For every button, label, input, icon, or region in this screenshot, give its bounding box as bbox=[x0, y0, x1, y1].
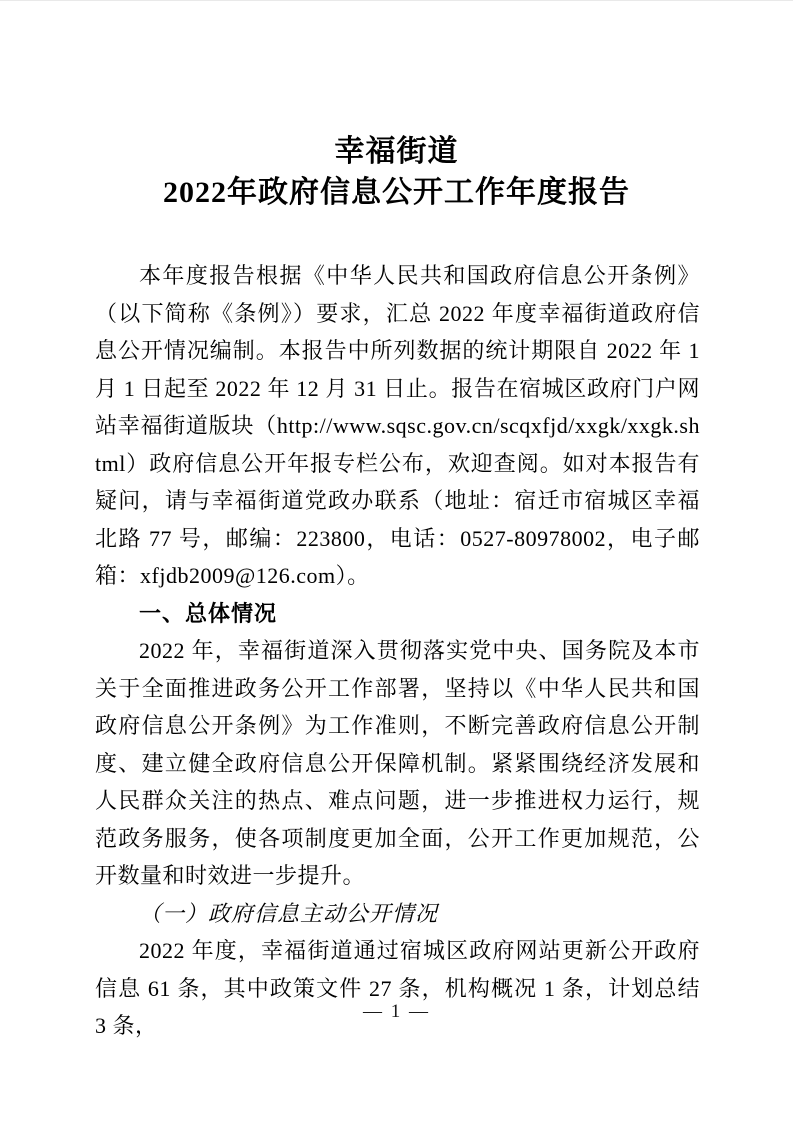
subsection-1-1-paragraph: 2022 年度，幸福街道通过宿城区政府网站更新公开政府信息 61 条，其中政策文件 27 条，机构概况 1 条，计划总结 3 条， bbox=[95, 938, 700, 1038]
document-title-line2: 2022年政府信息公开工作年度报告 bbox=[163, 176, 630, 209]
section-1-heading: 一、总体情况 bbox=[139, 600, 278, 626]
intro-paragraph: 本年度报告根据《中华人民共和国政府信息公开条例》（以下简称《条例》）要求，汇总 2022 年度幸福街道政府信息公开情况编制。本报告中所列数据的统计期限自 2022 年 1 月 1 日起至 2022 年 12 月 31 日止。报告在宿城区政府门户网站幸福街道版块（http://www.sqsc.gov.cn/scqxfjd/xxgk/xxgk.shtml）政府信息公开年报专栏公布，欢迎查阅。如对本报告有疑问，请与幸福街道党政办联系（地址：宿迁市宿城区幸福北路 77 号，邮编：223800，电话：0527-80978002，电子邮箱：xfjdb2009@126.com）。 bbox=[95, 263, 700, 588]
page-number: — 1 — bbox=[363, 1001, 430, 1022]
section-1-paragraph: 2022 年，幸福街道深入贯彻落实党中央、国务院及本市关于全面推进政务公开工作部署，坚持以《中华人民共和国政府信息公开条例》为工作准则，不断完善政府信息公开制度、建立健全政府信息公开保障机制。紧紧围绕经济发展和人民群众关注的热点、难点问题，进一步推进权力运行，规范政务服务，使各项制度更加全面，公开工作更加规范，公开数量和时效进一步提升。 bbox=[95, 638, 700, 888]
document-title-line1: 幸福街道 bbox=[334, 135, 459, 168]
subsection-1-1-heading: （一）政府信息主动公开情况 bbox=[139, 900, 439, 926]
document-body bbox=[95, 257, 700, 1045]
document-title bbox=[0, 131, 793, 213]
page-footer bbox=[0, 1001, 793, 1023]
